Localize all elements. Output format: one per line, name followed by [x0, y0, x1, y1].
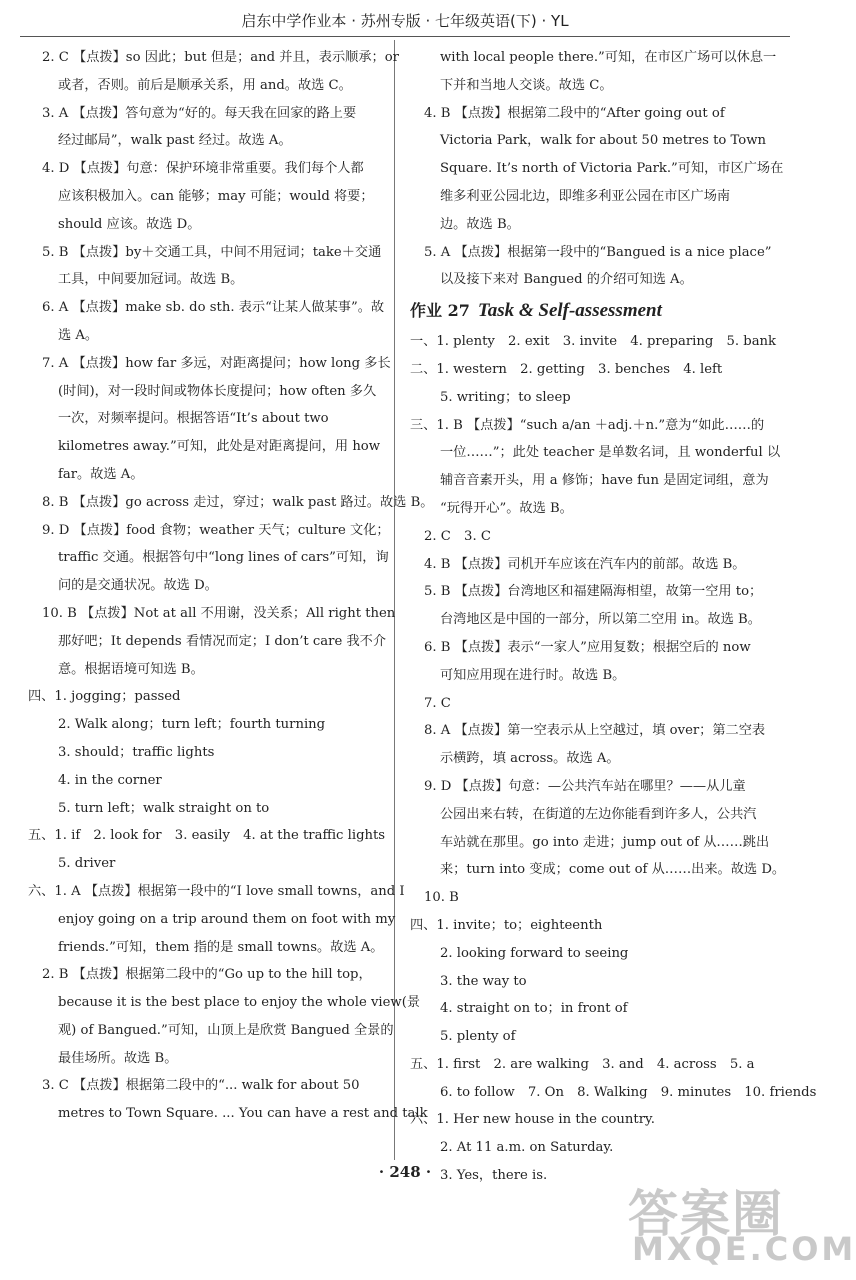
text-line: because it is the best place to enjoy the whole view(景 — [58, 995, 421, 1011]
text-line: 3. A 【点拨】答句意为“好的。每天我在回家的路上要 — [42, 105, 357, 121]
text-line: 7. A 【点拨】how far 多远，对距离提问；how long 多长 — [42, 355, 391, 371]
section-title: Task & Self-assessment — [477, 300, 662, 322]
text-line: metres to Town Square. ... You can have a rest and talk — [58, 1106, 428, 1122]
text-line: 或者，否则。前后是顺承关系，用 and。故选 C。 — [58, 77, 352, 93]
header-title: 启东中学作业本 · 苏州专版 · 七年级英语(下) · YL — [241, 12, 569, 30]
text-line: 5. plenty of — [440, 1029, 516, 1045]
text-line: 10. B 【点拨】Not at all 不用谢，没关系；All right then — [42, 605, 396, 621]
text-line: 车站就在那里。go into 走进；jump out of 从……跳出 — [440, 834, 770, 850]
text-line: 三、1. B 【点拨】“such a/an ＋adj.＋n.”意为“如此……的 — [410, 417, 765, 433]
text-line: 那好吧；It depends 看情况而定；I don’t care 我不介 — [58, 633, 387, 649]
text-line: kilometres away.”可知，此处是对距离提问，用 how — [58, 439, 381, 455]
text-line: 3. should；traffic lights — [58, 744, 215, 760]
text-line: 下并和当地人交谈。故选 C。 — [440, 77, 613, 93]
text-line: 选 A。 — [58, 327, 99, 343]
text-line: 5. driver — [58, 856, 116, 872]
text-line: 来；turn into 变成；come out of 从……出来。故选 D。 — [440, 862, 786, 878]
text-line: 以及接下来对 Bangued 的介绍可知选 A。 — [440, 272, 693, 288]
text-line: 四、1. invite；to；eighteenth — [410, 917, 603, 933]
text-line: 4. straight on to；in front of — [440, 1001, 628, 1017]
page-number: · 248 · — [378, 1163, 432, 1181]
text-line: 二、1. western 2. getting 3. benches 4. left — [410, 361, 723, 377]
text-line: should 应该。故选 D。 — [58, 216, 201, 232]
page-header — [0, 0, 810, 40]
text-line: 5. B 【点拨】by＋交通工具，中间不用冠词；take＋交通 — [42, 244, 382, 260]
text-line: 边。故选 B。 — [440, 216, 520, 232]
text-line: 最佳场所。故选 B。 — [58, 1050, 178, 1066]
right-column — [410, 44, 817, 1190]
text-line: “玩得开心”。故选 B。 — [440, 500, 573, 516]
text-line: 6. B 【点拨】表示“一家人”应用复数；根据空后的 now — [424, 639, 751, 655]
text-line: 工具，中间要加冠词。故选 B。 — [58, 272, 244, 288]
text-line: 经过邮局”，walk past 经过。故选 A。 — [58, 133, 292, 149]
text-line: 3. the way to — [440, 973, 527, 989]
header-rule — [20, 36, 790, 37]
text-line: 4. in the corner — [58, 772, 162, 788]
watermark-url: MXQE.COM — [632, 1230, 856, 1268]
section-label: 作业 27 — [410, 301, 470, 321]
text-line: 问的是交通状况。故选 D。 — [58, 578, 218, 594]
text-line: 2. B 【点拨】根据第二段中的“Go up to the hill top， — [42, 967, 372, 983]
text-line: 9. D 【点拨】句意：—公共汽车站在哪里？——从儿童 — [424, 778, 746, 794]
text-line: 五、1. first 2. are walking 3. and 4. across 5. a — [410, 1056, 755, 1072]
text-line: traffic 交通。根据答句中“long lines of cars”可知，询 — [58, 550, 389, 566]
text-line: 示横跨，填 across。故选 A。 — [440, 751, 620, 767]
text-line: 意。根据语境可知选 B。 — [58, 661, 204, 677]
left-column — [28, 44, 434, 1128]
text-line: 4. B 【点拨】根据第二段中的“After going out of — [424, 105, 725, 121]
text-line: 四、1. jogging；passed — [28, 689, 181, 705]
text-line: 五、1. if 2. look for 3. easily 4. at the traffic lights — [28, 828, 386, 844]
right-column-top — [410, 44, 784, 294]
text-line: 9. D 【点拨】food 食物；weather 天气；culture 文化； — [42, 522, 390, 538]
text-line: 6. to follow 7. On 8. Walking 9. minutes 10. friends — [440, 1084, 817, 1100]
text-line: 2. C 3. C — [424, 528, 491, 544]
watermark-logo — [628, 1174, 856, 1272]
text-line: friends.”可知，them 指的是 small towns。故选 A。 — [58, 939, 384, 955]
text-line: 5. writing；to sleep — [440, 389, 571, 405]
text-line: 一、1. plenty 2. exit 3. invite 4. preparing 5. bank — [410, 334, 777, 350]
text-line: 4. B 【点拨】司机开车应该在汽车内的前部。故选 B。 — [424, 556, 746, 572]
text-line: (时间)，对一段时间或物体长度提问；how often 多久 — [58, 383, 377, 399]
section-heading — [410, 294, 768, 328]
text-line: 公园出来右转，在街道的左边你能看到许多人，公共汽 — [440, 806, 757, 822]
text-line: 应该积极加入。can 能够；may 可能；would 将要； — [58, 188, 374, 204]
text-line: 5. turn left；walk straight on to — [58, 800, 270, 816]
text-line: 一次，对频率提问。根据答语“It’s about two — [58, 411, 329, 427]
text-line: 台湾地区是中国的一部分，所以第二空用 in。故选 B。 — [440, 612, 761, 628]
text-line: 辅音音素开头，用 a 修饰；have fun 是固定词组，意为 — [440, 473, 769, 489]
text-line: enjoy going on a trip around them on foot with my — [58, 911, 396, 927]
text-line: 六、1. A 【点拨】根据第一段中的“I love small towns，and I — [28, 883, 405, 899]
text-line: 2. Walk along；turn left；fourth turning — [58, 717, 326, 733]
text-line: 六、1. Her new house in the country. — [410, 1112, 655, 1128]
text-line: 5. A 【点拨】根据第一段中的“Bangued is a nice place” — [424, 244, 772, 260]
watermark-text: 答案圈 — [628, 1185, 784, 1243]
text-line: 一位……”；此处 teacher 是单数名词，且 wonderful 以 — [440, 445, 781, 461]
text-line: 可知应用现在进行时。故选 B。 — [440, 667, 626, 683]
text-line: 2. C 【点拨】so 因此；but 但是；and 并且，表示顺承；or — [42, 50, 399, 65]
text-line: with local people there.”可知，在市区广场可以休息一 — [440, 50, 777, 65]
text-line: 3. Yes，there is. — [440, 1168, 548, 1184]
text-line: 10. B — [424, 890, 459, 906]
text-line: 维多利亚公园北边，即维多利亚公园在市区广场南 — [440, 188, 731, 204]
text-line: 2. looking forward to seeing — [440, 945, 629, 961]
text-line: 2. At 11 a.m. on Saturday. — [440, 1140, 614, 1156]
text-line: 5. B 【点拨】台湾地区和福建隔海相望，故第一空用 to； — [424, 584, 763, 600]
text-line: 8. A 【点拨】第一空表示从上空越过，填 over；第二空表 — [424, 723, 766, 739]
text-line: 6. A 【点拨】make sb. do sth. 表示“让某人做某事”。故 — [42, 300, 385, 316]
text-line: 7. C — [424, 695, 451, 711]
right-column-bottom — [410, 328, 817, 1190]
text-line: far。故选 A。 — [58, 466, 144, 482]
text-line: 4. D 【点拨】句意：保护环境非常重要。我们每个人都 — [42, 161, 364, 177]
text-line: Victoria Park，walk for about 50 metres to Town — [440, 133, 767, 149]
text-line: 8. B 【点拨】go across 走过，穿过；walk past 路过。故选 B。 — [42, 494, 434, 510]
text-line: 3. C 【点拨】根据第二段中的“... walk for about 50 — [42, 1078, 360, 1094]
text-line: 观) of Bangued.”可知，山顶上是欣赏 Bangued 全景的 — [58, 1022, 394, 1038]
text-line: Square. It’s north of Victoria Park.”可知，市区广场在 — [440, 161, 784, 177]
